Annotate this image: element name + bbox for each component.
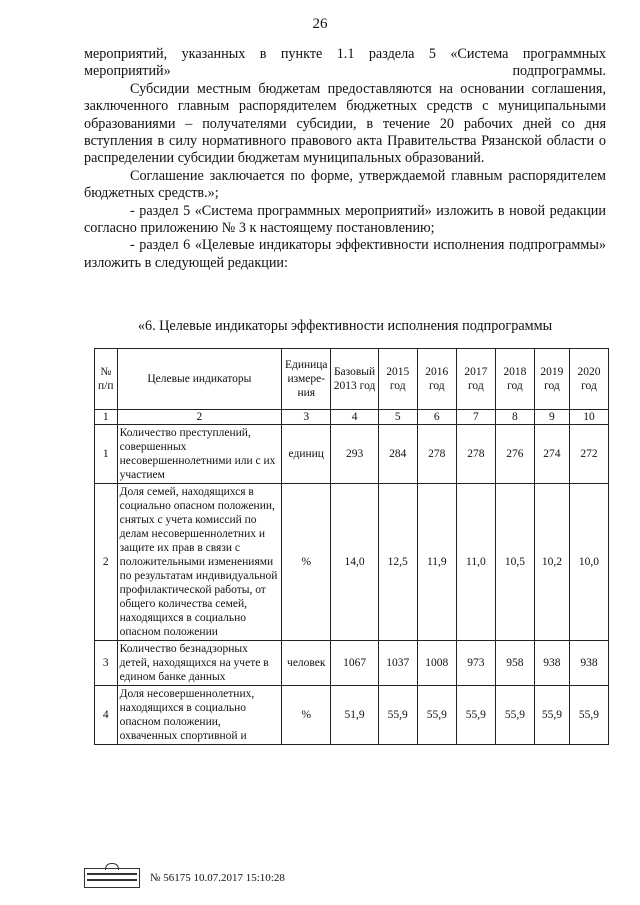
value-cell: 55,9 <box>378 686 417 745</box>
unit-cell: % <box>282 484 331 641</box>
column-header: Базовый 2013 год <box>331 349 378 410</box>
column-header: Целевые индикаторы <box>117 349 281 410</box>
indicators-table <box>94 348 609 745</box>
paragraph: мероприятий, указанных в пункте 1.1 раздела 5 «Система программных мероприятий» подпрограммы. <box>84 46 606 80</box>
unit-cell: человек <box>282 641 331 686</box>
unit-cell: единиц <box>282 425 331 484</box>
indicator-name: Доля семей, находящихся в социально опасном положении, снятых с учета комиссий по делам несовершеннолетних и защите их прав в связи с положительными изменениями по результатам индивидуальной профилактической работы, от общего количества семей, находящихся в социально опасном положении <box>117 484 281 641</box>
column-index: 9 <box>534 410 569 425</box>
value-cell: 11,0 <box>456 484 495 641</box>
section-title: «6. Целевые индикаторы эффективности исполнения подпрограммы <box>137 318 553 334</box>
value-cell: 274 <box>534 425 569 484</box>
column-index: 1 <box>95 410 118 425</box>
indicator-name: Количество безнадзорных детей, находящихся на учете в едином банке данных <box>117 641 281 686</box>
column-index: 8 <box>495 410 534 425</box>
table-row <box>95 641 609 686</box>
table-row <box>95 425 609 484</box>
body-text <box>84 46 606 272</box>
indicator-name: Количество преступлений, совершенных несовершеннолетними или с их участием <box>117 425 281 484</box>
value-cell: 14,0 <box>331 484 378 641</box>
column-index: 3 <box>282 410 331 425</box>
indicator-name: Доля несовершеннолетних, находящихся в социально опасном положении, охваченных спортивной и <box>117 686 281 745</box>
table-row <box>95 686 609 745</box>
paragraph: - раздел 6 «Целевые индикаторы эффективности исполнения подпрограммы» изложить в следующей редакции: <box>84 237 606 271</box>
value-cell: 10,2 <box>534 484 569 641</box>
value-cell: 10,0 <box>569 484 608 641</box>
value-cell: 12,5 <box>378 484 417 641</box>
column-header: 2020 год <box>569 349 608 410</box>
value-cell: 55,9 <box>456 686 495 745</box>
government-emblem-icon <box>84 868 140 888</box>
value-cell: 1037 <box>378 641 417 686</box>
value-cell: 278 <box>417 425 456 484</box>
row-number: 2 <box>95 484 118 641</box>
value-cell: 55,9 <box>534 686 569 745</box>
value-cell: 278 <box>456 425 495 484</box>
value-cell: 10,5 <box>495 484 534 641</box>
column-index: 2 <box>117 410 281 425</box>
page-number: 26 <box>312 16 328 32</box>
paragraph: - раздел 5 «Система программных мероприятий» изложить в новой редакции согласно приложению № 3 к настоящему постановлению; <box>84 202 606 237</box>
row-number: 4 <box>95 686 118 745</box>
value-cell: 55,9 <box>569 686 608 745</box>
value-cell: 958 <box>495 641 534 686</box>
column-header: 2016 год <box>417 349 456 410</box>
column-index: 6 <box>417 410 456 425</box>
unit-cell: % <box>282 686 331 745</box>
paragraph: Субсидии местным бюджетам предоставляются на основании соглашения, заключенного главным распорядителем бюджетных средств с муниципальными образованиями – получателями субсидии, в течение 20 рабочих дней со дня вступления в силу нормативного правового акта Правительства Рязанской области о распределении субсидии бюджетам муниципальных образований. <box>84 80 606 167</box>
footer <box>84 868 285 888</box>
value-cell: 973 <box>456 641 495 686</box>
value-cell: 938 <box>569 641 608 686</box>
value-cell: 1008 <box>417 641 456 686</box>
value-cell: 938 <box>534 641 569 686</box>
table-row <box>95 484 609 641</box>
column-index: 5 <box>378 410 417 425</box>
column-index: 7 <box>456 410 495 425</box>
column-header: 2019 год <box>534 349 569 410</box>
column-header: № п/п <box>95 349 118 410</box>
value-cell: 284 <box>378 425 417 484</box>
column-header: Единица измере-ния <box>282 349 331 410</box>
document-stamp: № 56175 10.07.2017 15:10:28 <box>150 872 285 884</box>
value-cell: 276 <box>495 425 534 484</box>
row-number: 3 <box>95 641 118 686</box>
row-number: 1 <box>95 425 118 484</box>
column-index-row <box>95 410 609 425</box>
value-cell: 55,9 <box>417 686 456 745</box>
value-cell: 11,9 <box>417 484 456 641</box>
column-index: 10 <box>569 410 608 425</box>
value-cell: 1067 <box>331 641 378 686</box>
column-index: 4 <box>331 410 378 425</box>
value-cell: 51,9 <box>331 686 378 745</box>
column-header: 2017 год <box>456 349 495 410</box>
paragraph: Соглашение заключается по форме, утверждаемой главным распорядителем бюджетных средств.»; <box>84 167 606 202</box>
value-cell: 272 <box>569 425 608 484</box>
value-cell: 293 <box>331 425 378 484</box>
column-header: 2018 год <box>495 349 534 410</box>
value-cell: 55,9 <box>495 686 534 745</box>
table-header-row <box>95 349 609 410</box>
column-header: 2015 год <box>378 349 417 410</box>
